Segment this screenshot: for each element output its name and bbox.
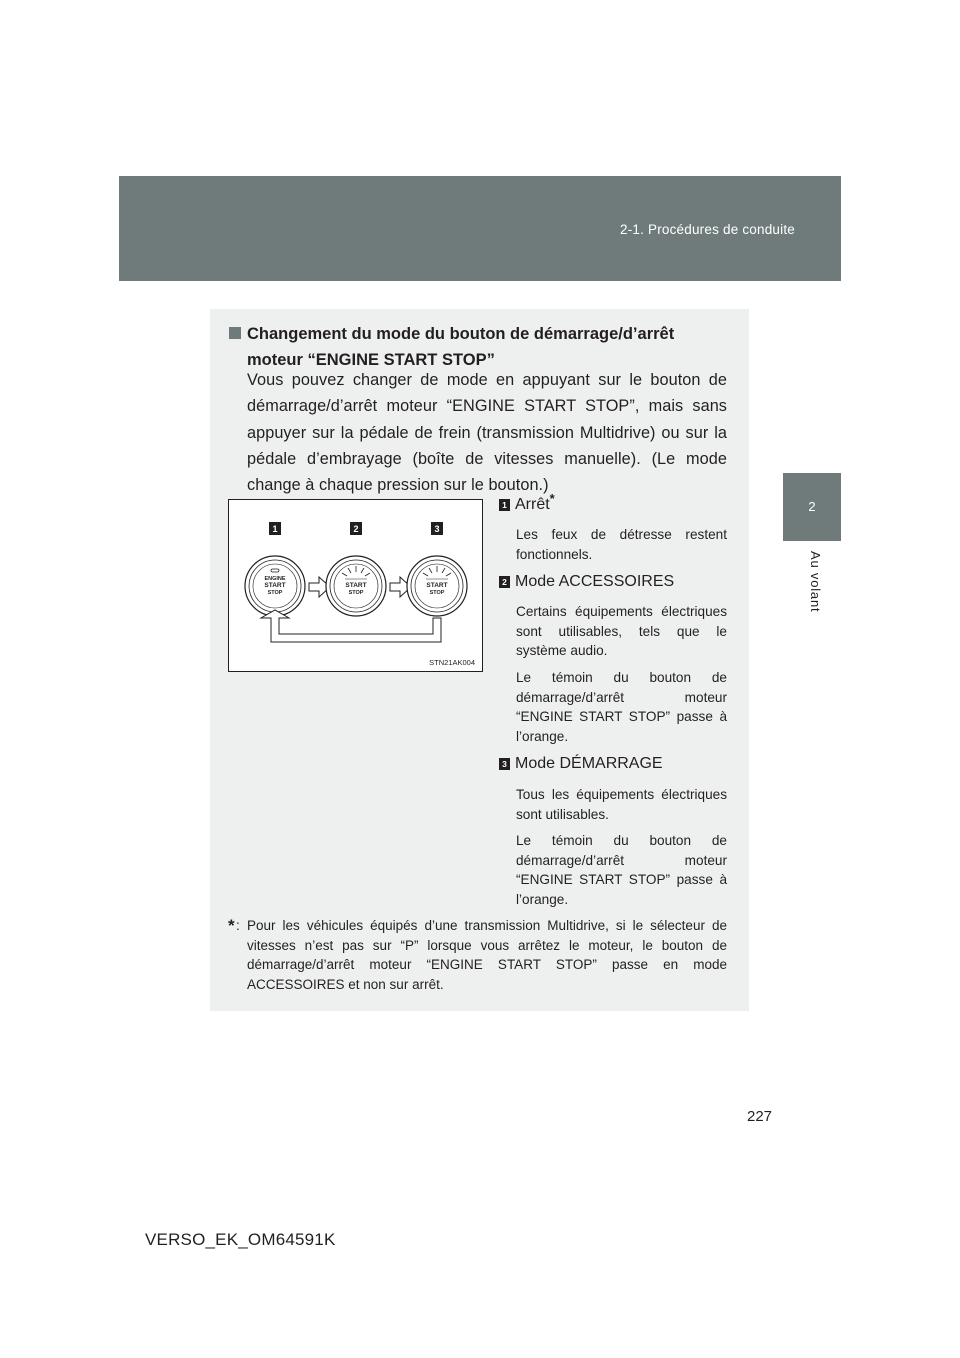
content-box <box>210 309 749 1011</box>
engine-button-off <box>245 556 305 616</box>
svg-text:START: START <box>426 582 448 589</box>
chapter-label: Au volant <box>808 551 823 613</box>
square-bullet-icon <box>229 327 241 339</box>
svg-text:STOP: STOP <box>348 590 364 596</box>
header-band <box>119 176 841 281</box>
label-1 <box>269 522 281 535</box>
svg-text:START: START <box>345 582 367 589</box>
item-1-title: Arrêt <box>515 496 550 513</box>
item-2-title: Mode ACCESSOIRES <box>515 573 675 590</box>
mode-diagram <box>228 499 483 672</box>
item-2-heading <box>499 572 674 592</box>
item-1-number: 1 <box>499 499 510 511</box>
footnote <box>228 916 727 994</box>
item-3-text-1: Tous les équipements électriques sont utilisables. <box>516 787 727 822</box>
engine-button-on <box>407 556 467 616</box>
page-number: 227 <box>747 1108 773 1125</box>
item-3-number: 3 <box>499 758 510 770</box>
footnote-colon: : <box>236 918 240 933</box>
figure-code: STN21AK004 <box>429 658 475 667</box>
chapter-tab <box>783 473 841 541</box>
document-code: VERSO_EK_OM64591K <box>145 1230 336 1249</box>
item-1-heading <box>499 491 555 515</box>
section-title <box>229 321 729 373</box>
svg-text:START: START <box>264 582 286 589</box>
chapter-number: 2 <box>808 499 816 514</box>
svg-text:3: 3 <box>434 524 440 534</box>
mode-diagram-svg <box>229 500 482 671</box>
label-3 <box>431 522 443 535</box>
intro-paragraph: Vous pouvez changer de mode en appuyant sur le bouton de démarrage/d’arrêt moteur “ENGINE START STOP”, mais sans appuyer sur la pédale de frein (transmission Multidrive) ou sur la pédale d’embrayage (boîte de vitesses manuelle). (Le mode change à chaque pression sur le bouton.) <box>247 371 727 495</box>
svg-text:ENGINE: ENGINE <box>264 576 286 582</box>
section-header-title: 2-1. Procédures de conduite <box>619 222 795 237</box>
section-title-line2: moteur “ENGINE START STOP” <box>247 351 495 369</box>
footnote-star: * <box>228 916 235 935</box>
item-2-text-1: Certains équipements électriques sont utilisables, tels que le système audio. <box>516 604 727 658</box>
svg-text:STOP: STOP <box>267 590 283 596</box>
item-3-title: Mode DÉMARRAGE <box>515 755 663 772</box>
svg-text:1: 1 <box>272 524 278 534</box>
svg-text:2: 2 <box>353 524 359 534</box>
engine-button-accessory <box>326 556 386 616</box>
label-2 <box>350 522 362 535</box>
footnote-text: Pour les véhicules équipés d’une transmission Multidrive, si le sélecteur de vitesses n’est pas sur “P” lorsque vous arrêtez le moteur, le bouton de démarrage/d’arrêt moteur “ENGINE START STOP” passe en mode ACCESSOIRES et non sur arrêt. <box>247 918 727 992</box>
svg-text:STOP: STOP <box>429 590 445 596</box>
item-2-text-2: Le témoin du bouton de démarrage/d’arrêt moteur “ENGINE START STOP” passe à l’orange. <box>516 670 727 744</box>
section-title-line1: Changement du mode du bouton de démarrage/d’arrêt <box>247 325 675 343</box>
item-2-number: 2 <box>499 576 510 588</box>
item-1-text: Les feux de détresse restent fonctionnels. <box>516 527 727 562</box>
item-3-heading <box>499 754 663 774</box>
item-3-text-2: Le témoin du bouton de démarrage/d’arrêt moteur “ENGINE START STOP” passe à l’orange. <box>516 833 727 907</box>
item-1-star: * <box>549 491 555 506</box>
